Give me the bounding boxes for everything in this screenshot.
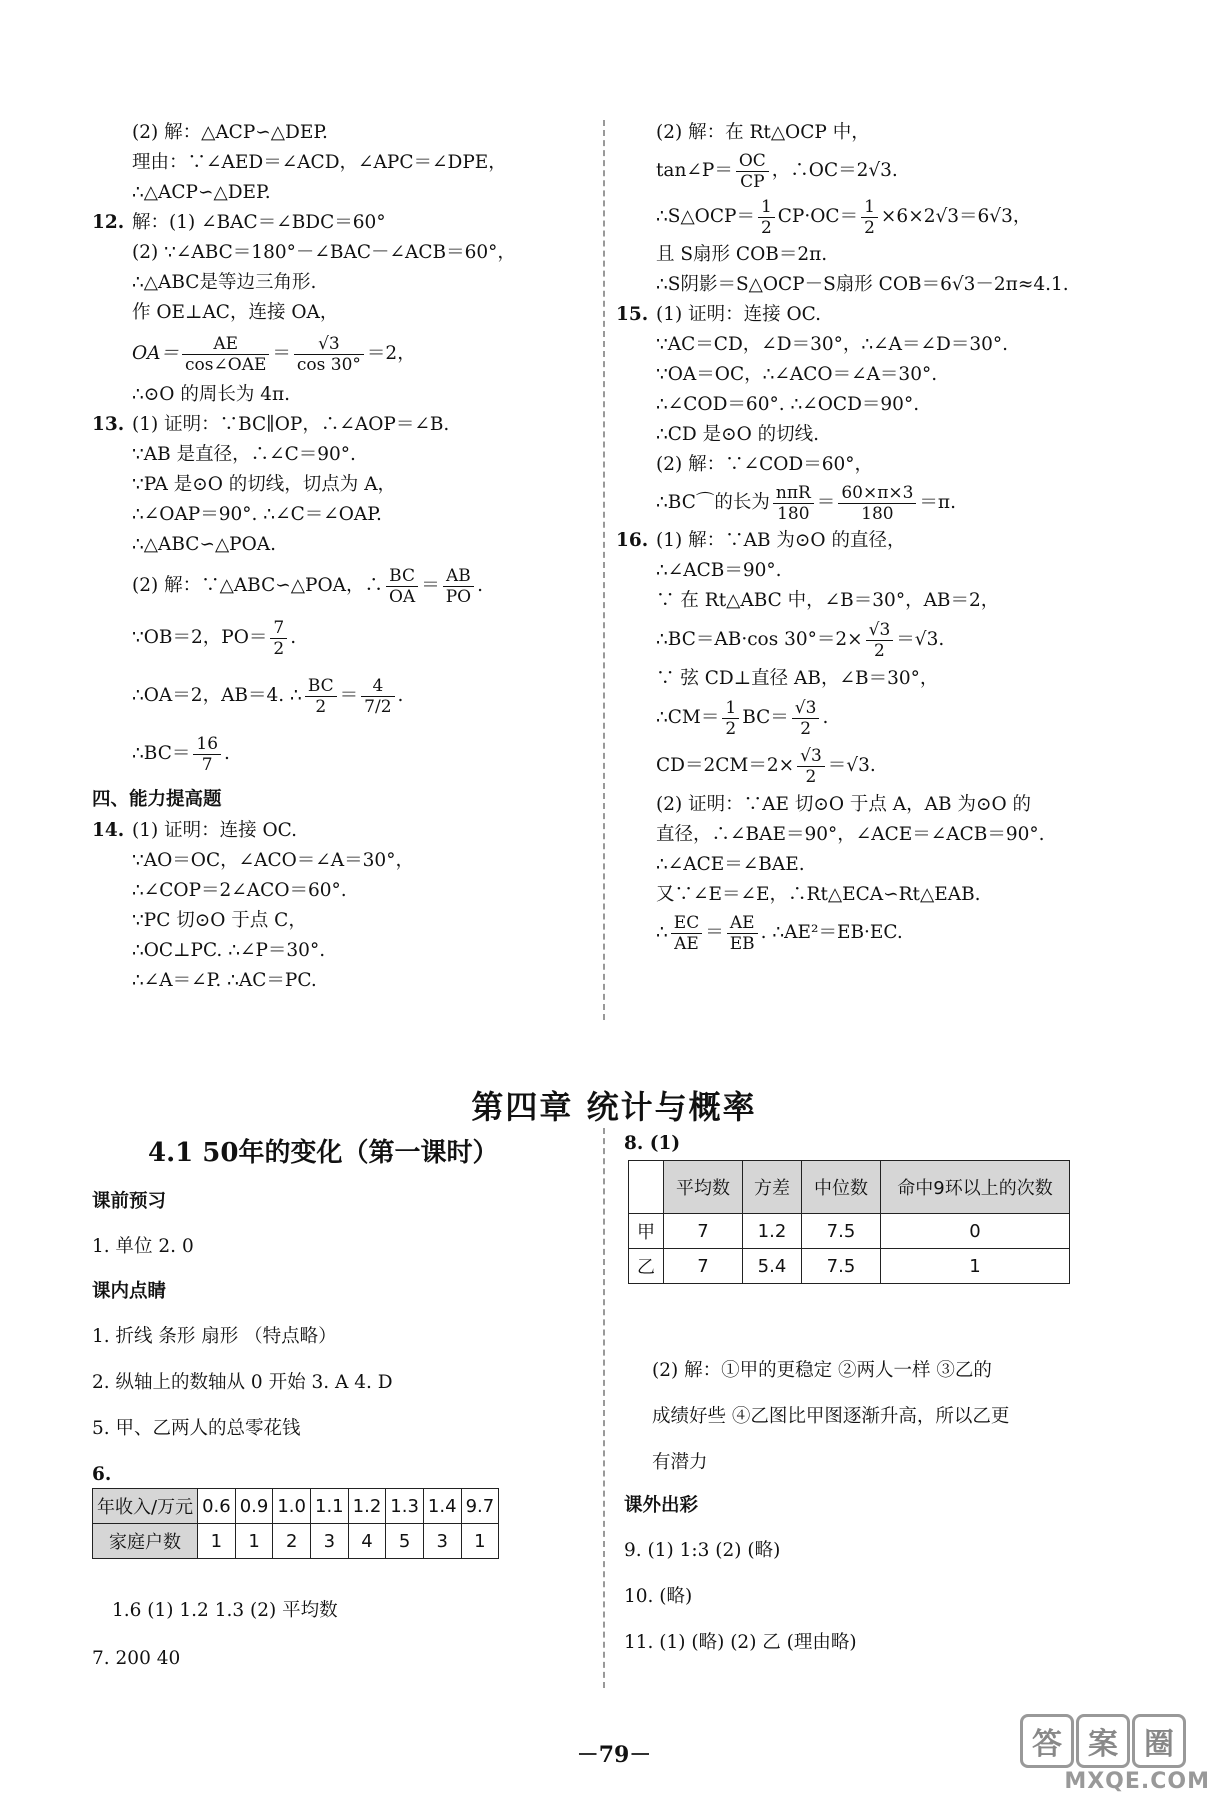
shooting-row-label: 乙 <box>629 1249 664 1284</box>
line-text: ∵ 在 Rt△ABC 中，∠B＝30°，AB＝2， <box>656 590 1000 611</box>
line-text: 解：(1) ∠BAC＝∠BDC＝60° <box>132 212 386 233</box>
left-column <box>92 118 592 996</box>
answer-8-label: 8. (1) <box>624 1133 681 1154</box>
line-text: ∴△ACP∽△DEP. <box>132 182 271 203</box>
answer-8-line1: (2) 解：①甲的更稳定 ②两人一样 ③乙的 <box>652 1360 992 1381</box>
answer-11: 11. (1) (略) (2) 乙 (理由略) <box>624 1632 857 1653</box>
left-mid-lines <box>92 380 592 560</box>
extra-heading: 课外出彩 <box>624 1495 699 1516</box>
question-number: 12. <box>92 212 125 233</box>
answer-9: 9. (1) 1:3 (2) (略) <box>624 1540 781 1561</box>
left-mid-line-1 <box>92 410 592 440</box>
q14-line-5 <box>92 966 592 996</box>
extra-section <box>624 1484 857 1666</box>
answer-7: 7. 200 40 <box>92 1648 181 1669</box>
q16-part2-line4: 又∵∠E＝∠E，∴Rt△ECA∽Rt△EAB. <box>656 884 981 905</box>
line-text: 理由：∵∠AED＝∠ACD，∠APC＝∠DPE， <box>132 152 507 173</box>
watermark-char-3: 圈 <box>1132 1714 1186 1768</box>
q14-lines <box>92 816 592 996</box>
table-row <box>629 1249 1070 1284</box>
question-number: 13. <box>92 414 125 435</box>
q13-line2: ∵OB＝2，PO＝ $\frac{7}{2}$ . <box>132 617 297 659</box>
answer-8-line2: 成绩好些 ④乙图比甲图逐渐升高，所以乙更 <box>652 1406 1010 1427</box>
line-text: ∴∠ACB＝90°. <box>656 560 782 581</box>
q14-part2-line4: 且 S扇形 COB＝2π. <box>656 244 828 265</box>
q15-line-3 <box>616 390 1126 420</box>
shooting-header-cell: 命中9环以上的次数 <box>881 1161 1070 1214</box>
left-mid-line-2 <box>92 440 592 470</box>
q14-line-2 <box>92 876 592 906</box>
line-text: ∴⊙O 的周长为 4π. <box>132 384 291 405</box>
shooting-header-cell: 中位数 <box>802 1161 881 1214</box>
line-text: ∵AO＝OC，∠ACO＝∠A＝30°， <box>132 850 414 871</box>
answer-8-line3: 有潜力 <box>652 1452 708 1473</box>
q16-part2-line3: ∴∠ACE＝∠BAE. <box>656 854 805 875</box>
q14-part2-line2: tan∠P＝ $\frac{OC}{CP}$ ，∴OC＝2√3. <box>656 150 898 192</box>
chapter-title: 第四章 统计与概率 <box>471 1088 757 1126</box>
question-number: 16. <box>616 530 649 551</box>
line-text: (2) ∵∠ABC＝180°－∠BAC－∠ACB＝60°， <box>132 242 516 263</box>
left-top-line-5 <box>92 268 592 298</box>
income-cell: 3 <box>311 1524 349 1559</box>
q15-line-1 <box>616 330 1126 360</box>
answer-6-label: 6. <box>92 1464 112 1485</box>
shooting-row-label: 甲 <box>629 1214 664 1249</box>
line-text: ∵PA 是⊙O 的切线，切点为 A， <box>132 474 397 495</box>
line-text: ∵OA＝OC，∴∠ACO＝∠A＝30°. <box>656 364 938 385</box>
left-top-line-3 <box>92 208 592 238</box>
answer-8-part2 <box>652 1348 1009 1486</box>
q14-part2-line5: ∴S阴影＝S△OCP－S扇形 COB＝6√3－2π≈4.1. <box>656 274 1069 295</box>
line-text: ∴△ABC∽△POA. <box>132 534 277 555</box>
shooting-cell: 0 <box>881 1214 1070 1249</box>
income-cell: 3 <box>423 1524 461 1559</box>
table-row <box>629 1214 1070 1249</box>
income-table <box>92 1488 499 1559</box>
income-cell: 4 <box>348 1524 386 1559</box>
q15-arc-length: ∴BC⌒的长为 $\frac{\text{nπR}}{180}$ ＝ $\frac{60\times\pi\times 3}{180}$ ＝π. <box>656 482 956 524</box>
q13-line3: ∴OA＝2，AB＝4. ∴ $\frac{BC}{2}$ ＝ $\frac{4}{7/2}$ . <box>132 675 404 717</box>
income-cell: 1 <box>235 1524 273 1559</box>
q16-part2-line2: 直径，∴∠BAE＝90°，∠ACE＝∠ACB＝90°. <box>656 824 1045 845</box>
income-cell: 0.6 <box>198 1489 236 1524</box>
column-divider-lower <box>603 1128 605 1688</box>
shooting-cell: 1.2 <box>743 1214 802 1249</box>
line-text: ∴∠COD＝60°. ∴∠OCD＝90°. <box>656 394 920 415</box>
shooting-header-cell: 方差 <box>743 1161 802 1214</box>
left-mid-line-4 <box>92 500 592 530</box>
question-number: 14. <box>92 820 125 841</box>
q16-part2-line5: ∴ $\frac{EC}{AE}$ ＝ $\frac{AE}{EB}$ . ∴AE²＝EB·EC. <box>656 912 903 954</box>
q15-line-5 <box>616 450 1126 480</box>
q14-line-3 <box>92 906 592 936</box>
household-header: 家庭户数 <box>93 1524 198 1559</box>
income-cell: 1 <box>198 1524 236 1559</box>
line-text: (2) 解：∵∠COD＝60°， <box>656 454 874 475</box>
left-top-line-1 <box>92 148 592 178</box>
column-divider <box>603 120 605 1020</box>
line-text: (1) 解：∵AB 为⊙O 的直径， <box>656 530 906 551</box>
q14-line-0 <box>92 816 592 846</box>
section-title: 4.1 50年的变化（第一课时） <box>148 1138 499 1168</box>
q16-lines <box>616 526 1126 616</box>
income-cell: 1.2 <box>348 1489 386 1524</box>
left-top-line-4 <box>92 238 592 268</box>
line-text: ∴∠COP＝2∠ACO＝60°. <box>132 880 347 901</box>
left-top-line-2 <box>92 178 592 208</box>
q14-line-1 <box>92 846 592 876</box>
answer-2-4: 2. 纵轴上的数轴从 0 开始 3. A 4. D <box>92 1372 393 1393</box>
q16-part2-line1: (2) 证明：∵AE 切⊙O 于点 A，AB 为⊙O 的 <box>656 794 1032 815</box>
watermark-logo <box>1020 1714 1210 1794</box>
shooting-table <box>628 1160 1070 1284</box>
answer-1: 1. 折线 条形 扇形 （特点略） <box>92 1326 337 1347</box>
line-text: (2) 解：△ACP∽△DEP. <box>132 122 328 143</box>
watermark-char-2: 案 <box>1076 1714 1130 1768</box>
income-cell: 1.3 <box>386 1489 424 1524</box>
in-class-heading: 课内点睛 <box>92 1281 167 1302</box>
line-text: (1) 证明：∵BC∥OP，∴∠AOP＝∠B. <box>132 414 450 435</box>
line-text: ∵PC 切⊙O 于点 C， <box>132 910 307 931</box>
answer-5: 5. 甲、乙两人的总零花钱 <box>92 1418 301 1439</box>
line-text: ∴OC⊥PC. ∴∠P＝30°. <box>132 940 326 961</box>
q13-line1: (2) 解：∵△ABC∽△POA，∴ $\frac{BC}{OA}$ ＝ $\frac{AB}{PO}$ . <box>132 565 483 607</box>
lower-right-column <box>624 1128 1104 1160</box>
right-column <box>616 118 1126 956</box>
line-text: ∴CD 是⊙O 的切线. <box>656 424 820 445</box>
line-text: (1) 证明：连接 OC. <box>656 304 822 325</box>
left-mid-line-3 <box>92 470 592 500</box>
watermark-site: MXQE.COM <box>1064 1769 1210 1794</box>
line-text: ∵AB 是直径，∴∠C＝90°. <box>132 444 356 465</box>
shooting-cell: 7 <box>664 1249 743 1284</box>
left-mid-line-0 <box>92 380 592 410</box>
left-top-line-6 <box>92 298 592 328</box>
line-text: ∴∠A＝∠P. ∴AC＝PC. <box>132 970 317 991</box>
q16-cm: ∴CM＝ $\frac{1}{2}$ BC＝ $\frac{√3}{2}$ . <box>656 697 829 739</box>
shooting-header-cell: 平均数 <box>664 1161 743 1214</box>
left-top-line-0 <box>92 118 592 148</box>
q15-line-0 <box>616 300 1126 330</box>
line-text: ∴∠OAP＝90°. ∴∠C＝∠OAP. <box>132 504 382 525</box>
q15-lines <box>616 300 1126 480</box>
section-4-heading: 四、能力提高题 <box>92 789 222 810</box>
income-cell: 0.9 <box>235 1489 273 1524</box>
q13-line4: ∴BC＝ $\frac{16}{7}$ . <box>132 733 230 775</box>
left-mid-line-5 <box>92 530 592 560</box>
q16-line-2 <box>616 586 1126 616</box>
q12-formula: OA＝ $\frac{AE}{\text{cos∠OAE}}$ ＝ $\frac{√3}{\cos 30^\circ}$ ＝2， <box>132 333 416 375</box>
shooting-cell: 7 <box>664 1214 743 1249</box>
q14-part2-line1: (2) 解：在 Rt△OCP 中， <box>656 122 870 143</box>
shooting-cell: 1 <box>881 1249 1070 1284</box>
q14-part2-line3: ∴S△OCP＝ $\frac{1}{2}$ CP·OC＝ $\frac{1}{2}$ ×6×2√3＝6√3， <box>656 196 1032 238</box>
left-top-lines <box>92 118 592 328</box>
question-number: 15. <box>616 304 649 325</box>
shooting-header-cell <box>629 1161 664 1214</box>
q16-line-0 <box>616 526 1126 556</box>
income-header: 年收入/万元 <box>93 1489 198 1524</box>
income-cell: 1.4 <box>423 1489 461 1524</box>
q16-bc: ∴BC＝AB·cos 30°＝2× $\frac{√3}{2}$ ＝√3. <box>656 619 945 661</box>
q15-line-2 <box>616 360 1126 390</box>
answer-10: 10. (略) <box>624 1586 693 1607</box>
q15-line-4 <box>616 420 1126 450</box>
lower-left-column <box>92 1180 592 1498</box>
income-cell: 1.0 <box>273 1489 311 1524</box>
income-cell: 2 <box>273 1524 311 1559</box>
income-cell: 5 <box>386 1524 424 1559</box>
q16-cd: CD＝2CM＝2× $\frac{√3}{2}$ ＝√3. <box>656 745 876 787</box>
line-text: ∴△ABC是等边三角形. <box>132 272 317 293</box>
q16-chord: ∵ 弦 CD⊥直径 AB，∠B＝30°， <box>656 668 939 689</box>
shooting-cell: 7.5 <box>802 1249 881 1284</box>
income-cell: 1 <box>461 1524 499 1559</box>
income-cell: 9.7 <box>461 1489 499 1524</box>
answer-6-result: 1.6 (1) 1.2 1.3 (2) 平均数 <box>112 1600 338 1621</box>
q16-line-1 <box>616 556 1126 586</box>
line-text: 作 OE⊥AC，连接 OA， <box>132 302 339 323</box>
q14-line-4 <box>92 936 592 966</box>
watermark-char-1: 答 <box>1020 1714 1074 1768</box>
line-text: (1) 证明：连接 OC. <box>132 820 298 841</box>
line-text: ∵AC＝CD，∠D＝30°，∴∠A＝∠D＝30°. <box>656 334 1009 355</box>
shooting-cell: 7.5 <box>802 1214 881 1249</box>
page-number: －79－ <box>576 1742 652 1768</box>
income-cell: 1.1 <box>311 1489 349 1524</box>
pre-study-answers: 1. 单位 2. 0 <box>92 1236 194 1257</box>
pre-study-heading: 课前预习 <box>92 1191 167 1212</box>
shooting-cell: 5.4 <box>743 1249 802 1284</box>
